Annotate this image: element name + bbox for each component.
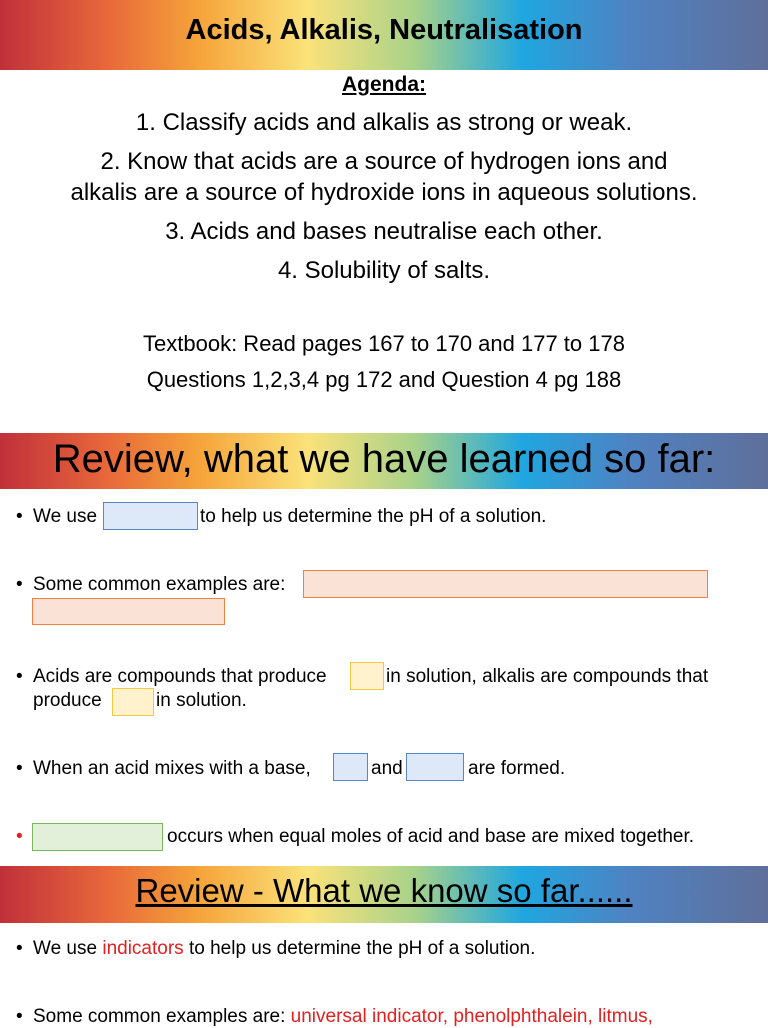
review-5-text: occurs when equal moles of acid and base are mixed together. [167,826,695,847]
agenda-item-4: 4. Solubility of salts. [277,257,491,284]
textbook-reading: Textbook: Read pages 167 to 170 and 177 to 178 [143,331,625,356]
answer-box-hydrogen[interactable] [350,662,384,690]
agenda-heading: Agenda: [342,73,426,96]
answers-title: Review - What we know so far...... [135,872,633,909]
answer-box-indicators[interactable] [103,502,198,530]
answers-2-text: Some common examples are: universal indicator, phenolphthalein, litmus, [33,1006,653,1027]
answer-indicators: indicators [102,938,184,959]
answer-box-examples[interactable] [303,570,708,598]
agenda-item-2-cont: alkalis are a source of hydroxide ions in aqueous solutions. [70,179,698,206]
review-4-text-mid: and [371,758,403,779]
bullet: • [16,506,23,527]
bullet: • [16,666,23,687]
agenda-item-3: 3. Acids and bases neutralise each other. [165,218,603,245]
answer-box-hydroxide[interactable] [112,688,154,716]
review-title: Review, what we have learned so far: [52,437,716,481]
answer-box-salt[interactable] [333,753,368,781]
bullet: • [16,826,23,847]
answer-box-water[interactable] [406,753,464,781]
answer-box-examples-cont[interactable] [32,598,225,625]
agenda-item-2: 2. Know that acids are a source of hydrogen ions and [100,148,668,175]
review-3-text-end: in solution. [156,690,247,711]
bullet: • [16,1006,23,1027]
bullet: • [16,938,23,959]
review-2-text: Some common examples are: [33,574,286,595]
review-1-text-end: to help us determine the pH of a solution. [200,506,547,527]
answer-examples: universal indicator, phenolphthalein, litmus, [290,1006,653,1027]
review-4-text: When an acid mixes with a base, [33,758,311,779]
bullet: • [16,758,23,779]
bullet: • [16,574,23,595]
agenda-item-1: 1. Classify acids and alkalis as strong or weak. [135,109,633,136]
textbook-questions: Questions 1,2,3,4 pg 172 and Question 4 pg 188 [146,367,622,392]
review-3-text-line2: produce [33,690,102,711]
slide-title: Acids, Alkalis, Neutralisation [185,14,583,46]
answer-box-neutralisation[interactable] [32,823,163,851]
review-4-text-end: are formed. [468,758,566,779]
review-3-text-mid: in solution, alkalis are compounds that [386,666,709,687]
review-3-text: Acids are compounds that produce [33,666,327,687]
review-1-text: We use [33,506,98,527]
answers-1-text: We use indicators to help us determine the pH of a solution. [33,938,536,959]
